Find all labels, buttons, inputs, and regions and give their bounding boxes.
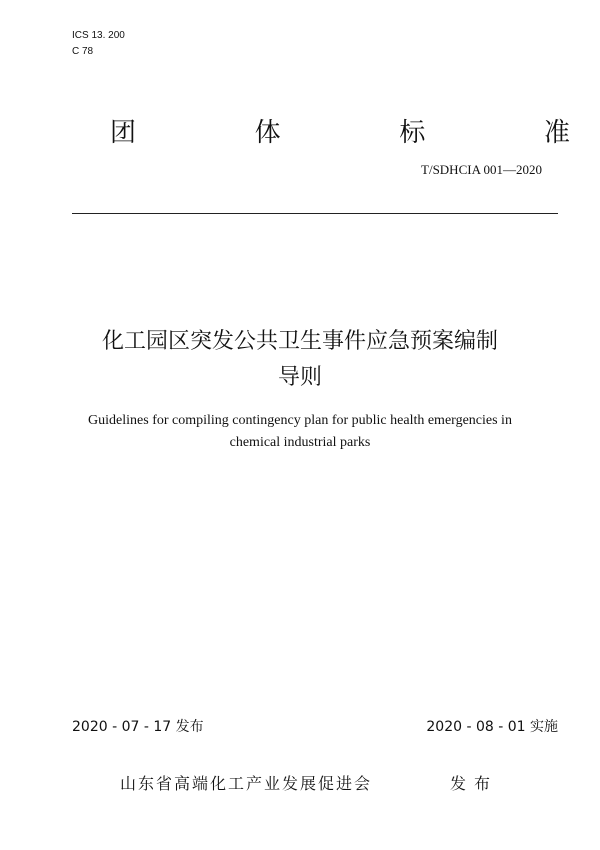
title-chinese-line-1: 化工园区突发公共卫生事件应急预案编制 xyxy=(101,329,498,354)
header-divider xyxy=(72,213,558,214)
title-english-line-2: chemical industrial parks xyxy=(229,435,371,450)
title-english xyxy=(40,410,560,454)
standard-type-heading xyxy=(110,112,570,148)
standard-code: T/SDHCIA 001—2020 xyxy=(421,162,542,177)
standard-type-char: 体 xyxy=(254,118,281,148)
title-english-line-1: Guidelines for compiling contingency plan for public health emergencies in xyxy=(88,413,512,428)
publish-label: 发布 xyxy=(450,774,499,793)
title-chinese-line-2: 导则 xyxy=(277,365,322,390)
issue-date: 2020 - 07 - 17 发布 xyxy=(72,719,204,735)
standard-type-char: 标 xyxy=(399,118,426,148)
ics-code: ICS 13. 200 xyxy=(72,30,125,41)
classification-codes xyxy=(72,28,125,60)
ccs-code: C 78 xyxy=(72,46,94,57)
standard-type-char: 团 xyxy=(110,118,137,148)
publisher-name: 山东省高端化工产业发展促进会 xyxy=(120,774,373,793)
title-chinese xyxy=(40,324,560,396)
standard-type-char: 准 xyxy=(543,118,570,148)
implementation-date: 2020 - 08 - 01 实施 xyxy=(426,719,558,735)
